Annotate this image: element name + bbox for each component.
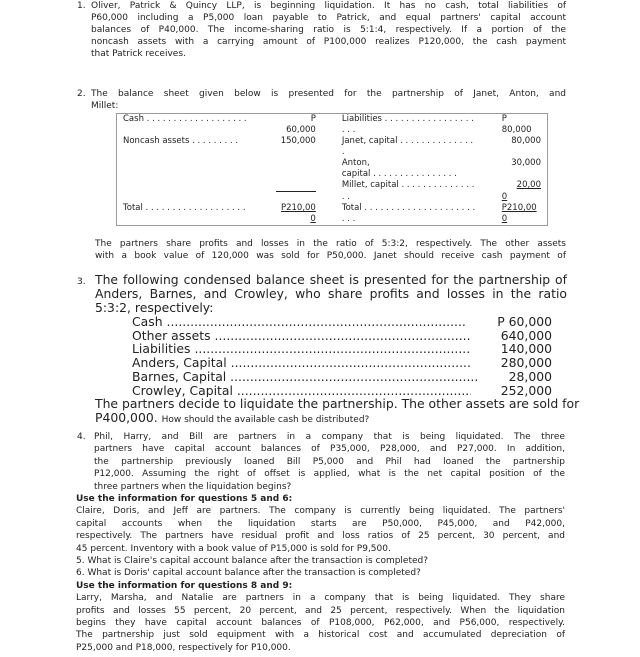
section-questions-5-6 xyxy=(76,493,565,654)
cell: 150,000 xyxy=(280,136,316,146)
cell: . . . xyxy=(341,214,356,224)
question-text: 5:3:2, respectively: xyxy=(95,300,214,315)
question-text: Anders, Barnes, and Crowley, who share profits and losses in the ratio xyxy=(95,286,567,301)
question-text: P400,000. xyxy=(95,410,158,426)
balance-row xyxy=(132,329,552,343)
cell: Liabilities . . . . . . . . . . . . . . . . . xyxy=(341,114,474,124)
cell xyxy=(496,147,548,158)
item-label: Crowley, Capital ..... xyxy=(132,384,471,398)
balance-row xyxy=(132,384,552,398)
question-text: The following condensed balance sheet is presented for the partnership of xyxy=(95,272,567,287)
cell: 0 xyxy=(501,214,508,224)
question-text: The partners share profits and losses in the ratio of 5:3:2, respectively. The other assets xyxy=(95,239,566,249)
item-label: Liabilities ..... xyxy=(132,342,471,356)
cell: Total . . . . . . . . . . . . . . . . . . . . . xyxy=(341,203,476,213)
cell: 60,000 xyxy=(286,125,316,135)
question-text: three partners when the liquidation begins? xyxy=(94,481,292,492)
question-text: with a book value of 120,000 was sold for P50,000. Janet should receive cash payment of xyxy=(95,251,566,261)
question-text: How should the available cash be distributed? xyxy=(161,415,370,426)
question-number: 3. xyxy=(77,277,86,287)
question-number: 2. xyxy=(77,89,86,99)
item-label: Cash ..... xyxy=(132,315,467,329)
cell: . . xyxy=(341,192,350,202)
cell: 30,000 xyxy=(511,158,541,168)
cell: 80,000 xyxy=(511,136,541,146)
question-number: 1. xyxy=(77,1,86,11)
question-5: 5. What is Claire's capital account balance after the transaction is completed? xyxy=(76,556,429,567)
section-heading xyxy=(76,580,565,592)
cell: 80,000 xyxy=(501,125,532,135)
paragraph-line: Larry, Marsha, and Natalie are partners in a company that is being liquidated. They share xyxy=(76,593,565,604)
balance-row xyxy=(132,342,552,356)
item-value: 252,000 xyxy=(500,382,552,398)
item-label: Other assets ..... xyxy=(132,329,471,343)
balance-row xyxy=(132,315,552,329)
paragraph-line: Claire, Doris, and Jeff are partners. The company is currently being liquidated. The partners' xyxy=(76,506,565,517)
cell xyxy=(265,169,322,180)
question-text: Millet: xyxy=(91,101,119,111)
cell xyxy=(117,169,266,180)
paragraph-line: P25,000 and P18,000, respectively for P10,000. xyxy=(76,642,291,653)
question-text: P12,000. Assuming the right of offset is applied, what is the net capital position of the xyxy=(94,469,565,480)
cell xyxy=(117,180,266,192)
cell: Anton, xyxy=(341,158,370,168)
cell: Total . . . . . . . . . . . . . . . . . . . xyxy=(123,203,246,213)
question-text: balances of P40,000. The income-sharing ratio is 5:1:4, respectively. If a portion of the xyxy=(91,25,566,35)
cell: . . . xyxy=(341,125,356,135)
cell: capital . . . . . . . . . . . . . . . . xyxy=(341,169,457,179)
cell: P210,00 xyxy=(280,203,316,213)
question-text: P60,000 including a P5,000 loan payable to Patrick, and equal partners' capital account xyxy=(91,13,566,23)
paragraph-line: respectively. The partners have residual profit and loss ratios of 25 percent, 30 percent, and xyxy=(76,531,565,542)
cell: 0 xyxy=(501,192,508,202)
cell xyxy=(265,180,322,192)
question-number: 4. xyxy=(77,432,86,442)
cell xyxy=(117,147,266,158)
item-label: Barnes, Capital ..... xyxy=(132,370,479,384)
item-value: 640,000 xyxy=(500,327,552,343)
balance-row xyxy=(132,370,552,384)
cell: Millet, capital . . . . . . . . . . . . . . xyxy=(341,180,475,190)
cell: P xyxy=(310,114,316,124)
paragraph-line: begins they have capital account balances of P108,000, P62,000, and P56,000, respectively. xyxy=(76,618,565,629)
question-text: partners have capital account balances of P35,000, P28,000, and P27,000. In addition, xyxy=(94,444,565,455)
cell xyxy=(117,192,266,203)
cell xyxy=(265,192,322,203)
cell: Noncash assets . . . . . . . . . xyxy=(123,136,239,146)
question-text: Phil, Harry, and Bill are partners in a company that is being liquidated. The three xyxy=(94,432,565,442)
cell xyxy=(265,158,322,169)
paragraph-line: 45 percent. Inventory with a book value of P15,000 is sold for P9,500. xyxy=(76,543,391,554)
cell: Janet, capital . . . . . . . . . . . . . . xyxy=(341,136,474,146)
paragraph-line: The partnership just sold equipment with a historical cost and accumulated depreciation of xyxy=(76,630,565,641)
balance-list xyxy=(132,315,552,397)
question-6: 6. What is Doris' capital account balance after the transaction is completed? xyxy=(76,568,421,579)
paragraph-line: profits and losses 55 percent, 20 percent, and 25 percent, respectively. When the liquidation xyxy=(76,605,565,616)
question-text: The balance sheet given below is presented for the partnership of Janet, Anton, and xyxy=(91,89,566,99)
question-text: noncash assets with a carrying amount of P100,000 realizes P120,000, the cash payment xyxy=(91,37,566,47)
cell: P xyxy=(501,114,507,124)
balance-sheet-table xyxy=(116,113,548,226)
cell xyxy=(117,125,266,136)
question-text: the partnership previously loaned Bill P5,000 and Phil had loaned the partnership xyxy=(94,456,565,467)
cell xyxy=(117,214,266,226)
cell: . xyxy=(341,147,345,157)
item-label: Anders, Capital ..... xyxy=(132,356,471,370)
item-value: 28,000 xyxy=(508,368,552,384)
section-heading-text: Use the information for questions 5 and 6: xyxy=(76,494,293,504)
item-value: 280,000 xyxy=(500,355,552,371)
section-heading xyxy=(76,493,565,505)
cell: P210,00 xyxy=(501,203,537,213)
cell xyxy=(117,158,266,169)
cell: Cash . . . . . . . . . . . . . . . . . . . xyxy=(123,114,247,124)
paragraph-line: capital accounts when the liquidation starts are P50,000, P45,000, and P42,000, xyxy=(76,518,565,529)
cell: 20,00 xyxy=(516,180,541,190)
balance-row xyxy=(132,356,552,370)
cell xyxy=(496,169,548,180)
item-value: P 60,000 xyxy=(497,314,552,329)
item-value: 140,000 xyxy=(500,341,552,357)
question-2-followup xyxy=(95,238,566,262)
cell: 0 xyxy=(310,214,316,224)
question-text: that Patrick receives. xyxy=(91,49,186,59)
question-text: Oliver, Patrick & Quincy LLP, is beginning liquidation. It has no cash, total liabilities of xyxy=(91,1,566,11)
cell xyxy=(265,147,322,158)
section-heading-text: Use the information for questions 8 and 9: xyxy=(76,580,293,591)
question-text: The partners decide to liquidate the partnership. The other assets are sold for xyxy=(95,396,580,412)
